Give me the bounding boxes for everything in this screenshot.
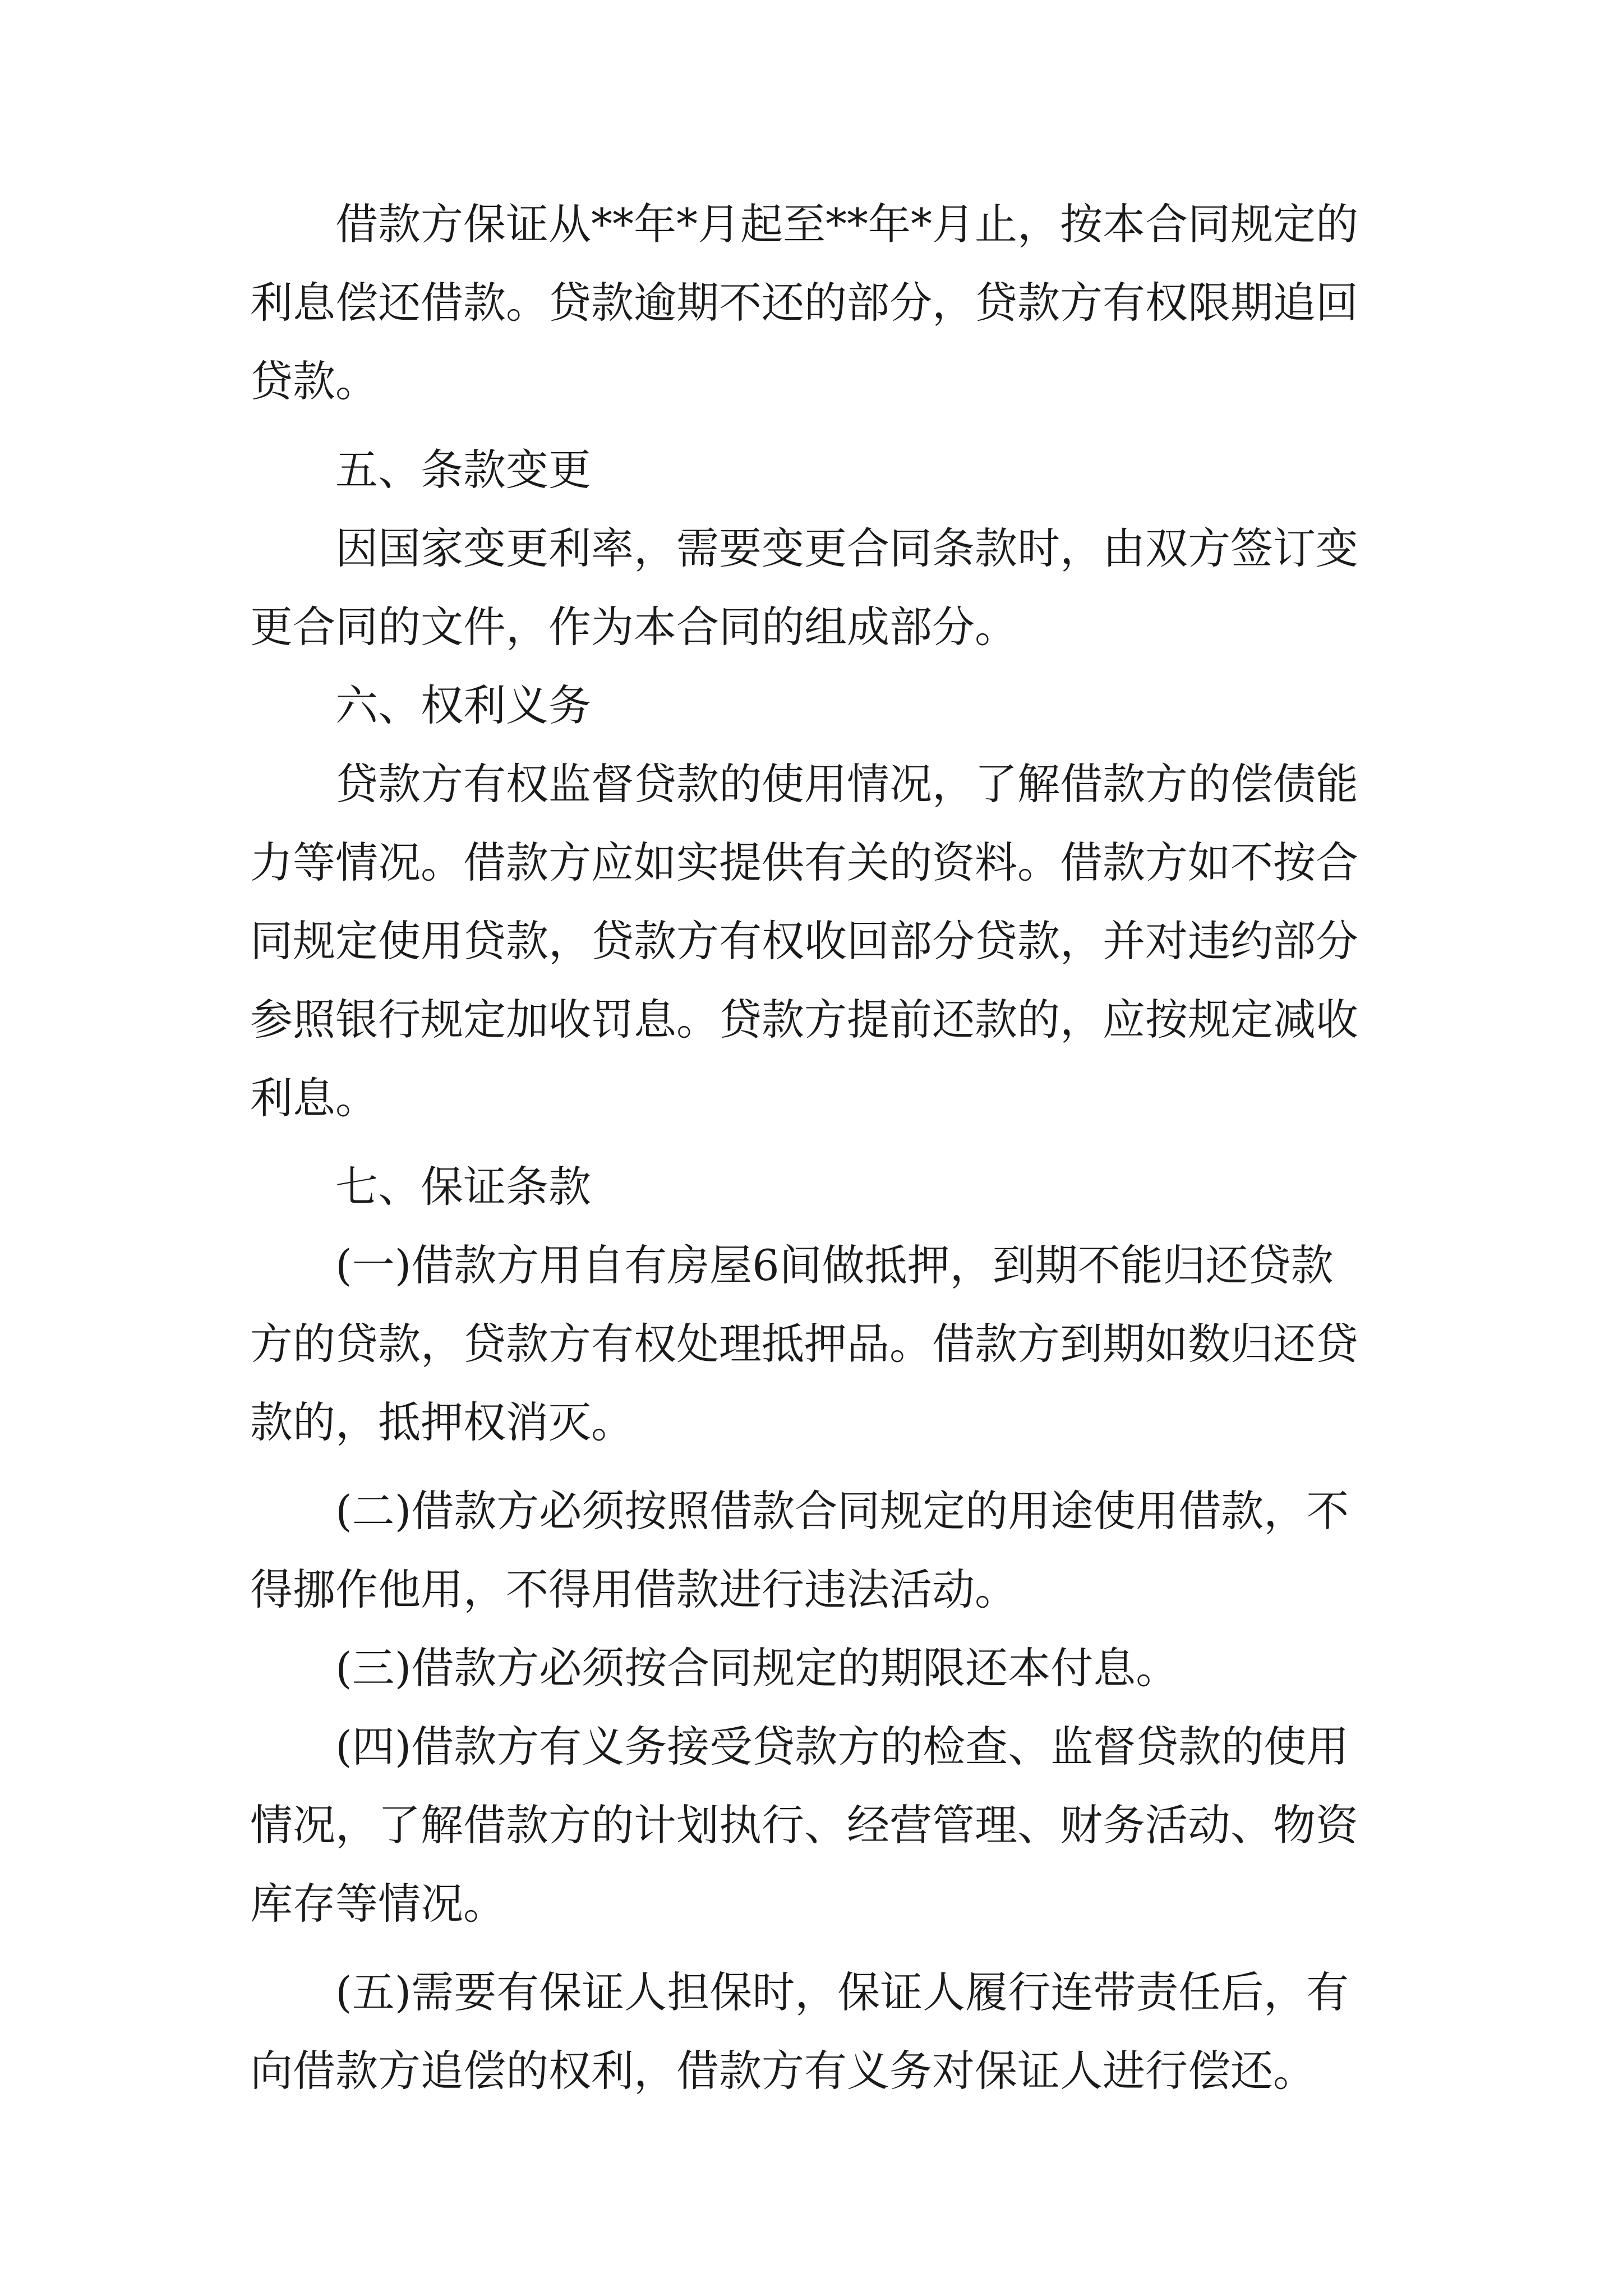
text-line: 借款方保证从**年*月起至**年*月止，按本合同规定的 xyxy=(335,199,1358,249)
text-line: (一)借款方用自有房屋6间做抵押，到期不能归还贷款 xyxy=(335,1240,1334,1290)
text-line: 参照银行规定加收罚息。贷款方提前还款的，应按规定减收 xyxy=(250,995,1358,1045)
paragraph xyxy=(250,1708,1390,1943)
text-line: 款的，抵押权消灭。 xyxy=(250,1397,634,1447)
text-line: (五)需要有保证人担保时，保证人履行连带责任后，有 xyxy=(335,1967,1349,2017)
text-line: 更合同的文件，作为本合同的组成部分。 xyxy=(250,602,1017,652)
text-line: 得挪作他用，不得用借款进行违法活动。 xyxy=(250,1565,1017,1614)
text-line: (四)借款方有义务接受贷款方的检查、监督贷款的使用 xyxy=(335,1722,1349,1772)
section-heading xyxy=(250,1148,1390,1226)
text-line: 力等情况。借款方应如实提供有关的资料。借款方如不按合 xyxy=(250,838,1358,887)
paragraph xyxy=(250,1226,1390,1462)
paragraph xyxy=(250,1953,1390,2110)
paragraph xyxy=(250,509,1390,666)
paragraph xyxy=(250,1629,1390,1708)
section-heading xyxy=(250,666,1390,745)
heading-text: 五、条款变更 xyxy=(335,445,591,495)
paragraph xyxy=(250,745,1390,1138)
text-line: 方的贷款，贷款方有权处理抵押品。借款方到期如数归还贷 xyxy=(250,1319,1358,1369)
text-line: 因国家变更利率，需要变更合同条款时，由双方签订变 xyxy=(335,523,1358,573)
text-line: 同规定使用贷款，贷款方有权收回部分贷款，并对违约部分 xyxy=(250,916,1358,966)
text-line: (三)借款方必须按合同规定的期限还本付息。 xyxy=(335,1643,1179,1693)
paragraph xyxy=(250,1472,1390,1629)
text-line: 利息偿还借款。贷款逾期不还的部分，贷款方有权限期追回 xyxy=(250,278,1358,328)
text-line: 利息。 xyxy=(250,1073,378,1123)
text-line: 向借款方追偿的权利，借款方有义务对保证人进行偿还。 xyxy=(250,2046,1316,2096)
document-page xyxy=(250,185,1390,2110)
text-line: 情况，了解借款方的计划执行、经营管理、财务活动、物资 xyxy=(250,1800,1358,1850)
section-heading xyxy=(250,431,1390,509)
text-line: 贷款。 xyxy=(250,356,378,406)
text-line: 库存等情况。 xyxy=(250,1879,506,1929)
heading-text: 七、保证条款 xyxy=(335,1162,591,1212)
heading-text: 六、权利义务 xyxy=(335,680,591,730)
text-line: 贷款方有权监督贷款的使用情况，了解借款方的偿债能 xyxy=(335,759,1358,809)
text-line: (二)借款方必须按照借款合同规定的用途使用借款，不 xyxy=(335,1486,1349,1536)
paragraph xyxy=(250,185,1390,421)
